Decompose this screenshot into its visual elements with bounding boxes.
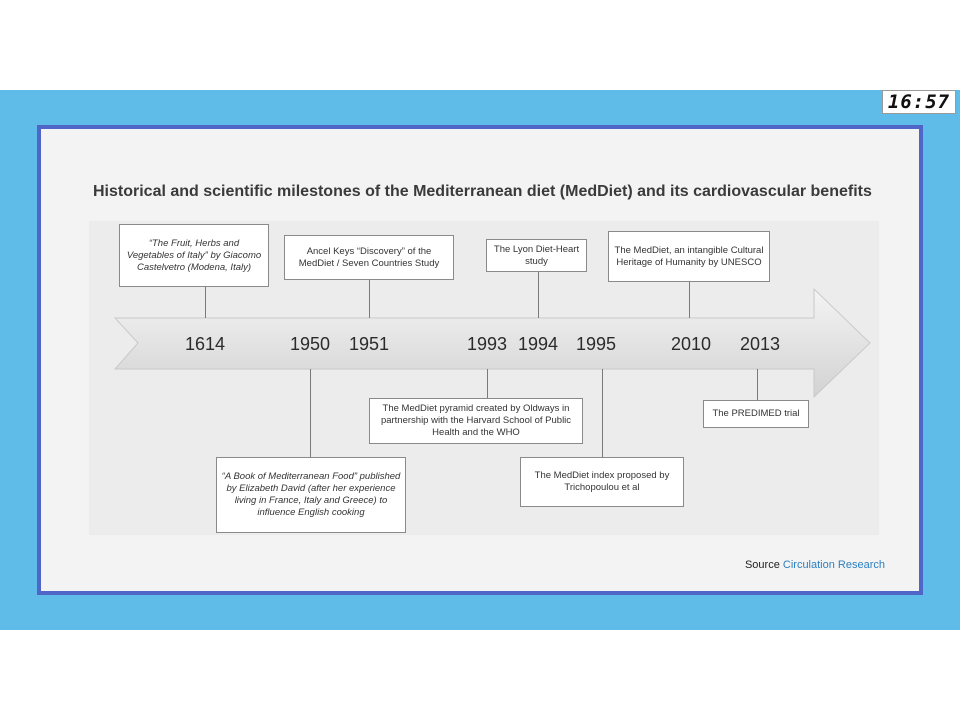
year-1994: 1994 <box>517 334 559 354</box>
connector-1951 <box>369 279 370 318</box>
slide-title: Historical and scientific milestones of the Mediterranean diet (MedDiet) and its cardiovascular benefits <box>93 183 872 200</box>
connector-1995 <box>602 369 603 459</box>
connector-1994 <box>538 271 539 318</box>
year-1995: 1995 <box>575 334 617 354</box>
milestone-box-1950: “A Book of Mediterranean Food” published by Elizabeth David (after her experience living in France, Italy and Greece) to influence English cooking <box>216 457 406 533</box>
milestone-box-1614: “The Fruit, Herbs and Vegetables of Italy” by Giacomo Castelvetro (Modena, Italy) <box>119 224 269 287</box>
timeline-arrow <box>41 129 919 591</box>
connector-1950 <box>310 369 311 459</box>
source-credit <box>745 559 885 571</box>
connector-2010 <box>689 281 690 318</box>
connector-1993 <box>487 369 488 398</box>
year-2010: 2010 <box>670 334 712 354</box>
milestone-box-1994: The Lyon Diet-Heart study <box>486 239 587 272</box>
milestone-box-1995: The MedDiet index proposed by Trichopoulou et al <box>520 457 684 507</box>
milestone-box-1951: Ancel Keys “Discovery” of the MedDiet / Seven Countries Study <box>284 235 454 280</box>
year-1950: 1950 <box>289 334 331 354</box>
connector-1614 <box>205 286 206 318</box>
slide-frame <box>37 125 923 595</box>
year-1614: 1614 <box>184 334 226 354</box>
year-1951: 1951 <box>348 334 390 354</box>
year-1993: 1993 <box>466 334 508 354</box>
source-link[interactable]: Circulation Research <box>782 559 885 571</box>
clock-display: 16:57 <box>882 90 956 114</box>
milestone-box-1993: The MedDiet pyramid created by Oldways in partnership with the Harvard School of Public Health and the WHO <box>369 398 583 444</box>
source-label: Source <box>744 559 780 571</box>
milestone-box-2013: The PREDIMED trial <box>703 400 809 428</box>
year-2013: 2013 <box>739 334 781 354</box>
milestone-box-2010: The MedDiet, an intangible Cultural Heritage of Humanity by UNESCO <box>608 231 770 282</box>
